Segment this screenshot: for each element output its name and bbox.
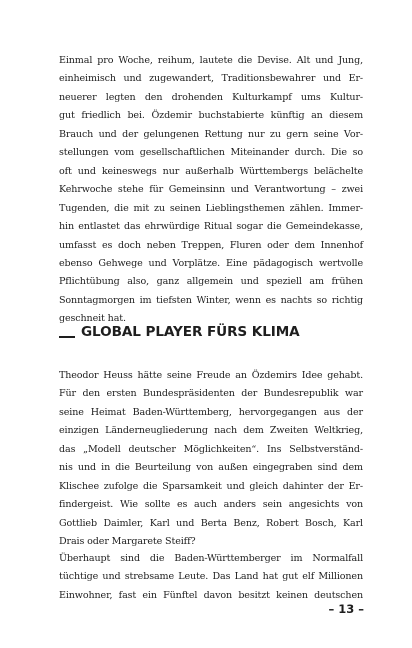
text-line: einzigen Länderneugliederung nach dem Zweiten Weltkrieg, (59, 425, 363, 437)
text-line: einheimisch und zugewandert, Traditionsbewahrer und Er- (59, 73, 363, 85)
section-heading (59, 322, 363, 342)
text-line: Für den ersten Bundespräsidenten der Bundesrepublik war (59, 388, 363, 400)
heading-rule (59, 336, 75, 338)
text-line: Überhaupt sind die Baden-Württemberger im Normalfall (59, 553, 363, 564)
paragraph-kehrwoche (59, 52, 363, 329)
text-line: Einmal pro Woche, reihum, lautete die Devise. Alt und Jung, (59, 55, 363, 66)
paragraph-heuss (59, 367, 363, 552)
text-line: Einwohner, fast ein Fünftel davon besitzt keinen deutschen (59, 589, 363, 601)
text-line: umfasst es doch neben Treppen, Fluren oder dem Innenhof (59, 239, 363, 251)
text-line: hin entlastet das ehrwürdige Ritual sogar die Gemeindekasse, (59, 221, 363, 233)
text-line: Kehrwoche stehe für Gemeinsinn und Verantwortung – zwei (59, 184, 363, 196)
text-line: ebenso Gehwege und Vorplätze. Eine pädagogisch wertvolle (59, 257, 363, 269)
text-line: Tugenden, die mit zu seinen Lieblingsthemen zählen. Immer- (59, 202, 363, 214)
text-line: Theodor Heuss hätte seine Freude an Özdemirs Idee gehabt. (59, 370, 363, 381)
text-line: Brauch und der gelungenen Rettung nur zu gern seine Vor- (59, 128, 363, 140)
text-line: neuerer legten den drohenden Kulturkampf ums Kultur- (59, 91, 363, 103)
section-heading-text: GLOBAL PLAYER FÜRS KLIMA (81, 324, 300, 340)
text-line: stellungen vom gesellschaftlichen Miteinander durch. Die so (59, 147, 363, 159)
text-line: Gottlieb Daimler, Karl und Berta Benz, Robert Bosch, Karl (59, 517, 363, 529)
page-number: – 13 – (328, 602, 364, 616)
text-line: tüchtige und strebsame Leute. Das Land hat gut elf Millionen (59, 571, 363, 583)
text-line: seine Heimat Baden-Württemberg, hervorgegangen aus der (59, 406, 363, 418)
text-line: oft und keineswegs nur außerhalb Württembergs belächelte (59, 165, 363, 177)
text-line: Sonntagmorgen im tiefsten Winter, wenn es nachts so richtig (59, 294, 363, 306)
text-line: Klischee zufolge die Sparsamkeit und gleich dahinter der Er- (59, 480, 363, 492)
paragraph-baden-wuerttemberger (59, 550, 363, 605)
text-line: geschneit hat. (59, 313, 126, 325)
text-line: gut friedlich bei. Özdemir buchstabierte künftig an diesem (59, 110, 363, 122)
text-line: Drais oder Margarete Steiff? (59, 536, 196, 548)
text-line: Pflichtübung also, ganz allgemein und speziell am frühen (59, 276, 363, 288)
text-line: nis und in die Beurteilung von außen eingegraben sind dem (59, 462, 363, 474)
text-line: das „Modell deutscher Möglichkeiten“. Ins Selbstverständ- (59, 443, 363, 455)
text-line: findergeist. Wie sollte es auch anders sein angesichts von (59, 499, 363, 511)
